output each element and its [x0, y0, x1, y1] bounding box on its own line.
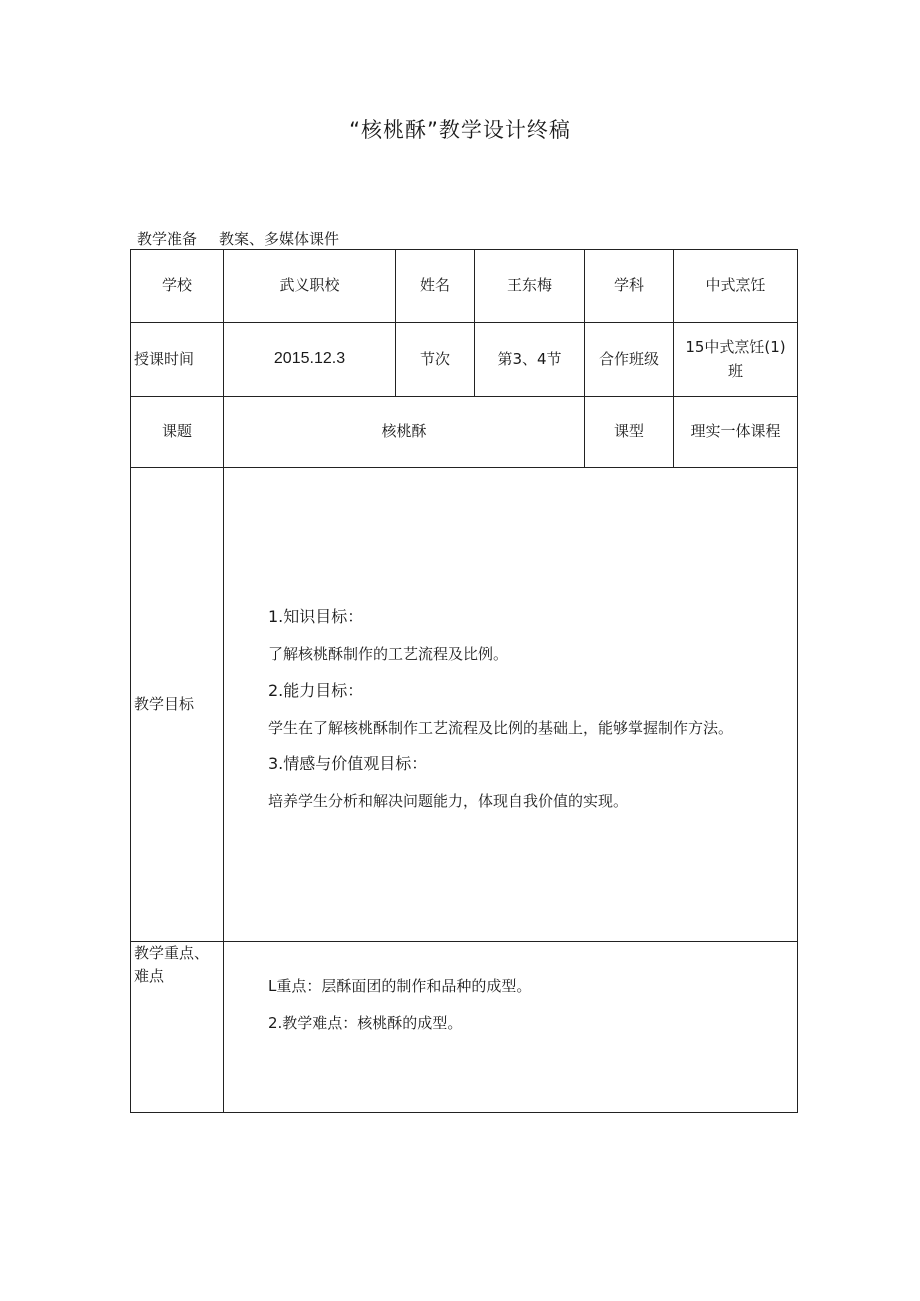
goal-1-heading: 1.知识目标： [268, 607, 364, 626]
goal-2-text: 学生在了解核桃酥制作工艺流程及比例的基础上，能够掌握制作方法。 [268, 718, 734, 737]
prep-value: 教案、多媒体课件 [219, 230, 340, 248]
time-value: 2015.12.3 [273, 350, 346, 368]
page-title: “核桃酥”教学设计终稿 [349, 118, 571, 142]
class-label: 合作班级 [598, 349, 659, 368]
topic-value: 核桃酥 [381, 422, 427, 441]
period-label: 节次 [419, 349, 450, 368]
type-value: 理实一体课程 [690, 422, 781, 441]
class-value-line2: 班 [727, 361, 743, 380]
school-label: 学校 [161, 276, 192, 295]
goals-label: 教学目标 [134, 694, 195, 713]
keys-label [131, 942, 223, 1112]
period-value: 第3、4节 [497, 349, 562, 368]
subject-label: 学科 [613, 276, 644, 295]
class-value-line1: 15中式烹饪(1) [685, 338, 786, 357]
topic-label: 课题 [161, 422, 192, 441]
key-point-2: 2.教学难点：核桃酥的成型。 [268, 1013, 463, 1032]
goal-3-text: 培养学生分析和解决问题能力，体现自我价值的实现。 [268, 792, 629, 810]
keys-label-line1: 教学重点、 [134, 944, 210, 962]
goal-1-text: 了解核桃酥制作的工艺流程及比例。 [268, 645, 509, 663]
keys-label-line2: 难点 [134, 967, 165, 986]
time-label: 授课时间 [134, 349, 195, 368]
goals-content [268, 605, 798, 826]
key-point-1: L重点：层酥面团的制作和品种的成型。 [268, 977, 532, 995]
goal-2-heading: 2.能力目标： [268, 680, 364, 700]
type-label: 课型 [613, 422, 644, 441]
keys-content [268, 975, 788, 1048]
class-value [674, 323, 797, 396]
name-label: 姓名 [419, 276, 450, 295]
subject-value: 中式烹饪 [705, 276, 766, 295]
school-value: 武义职校 [279, 276, 340, 295]
name-value: 王东梅 [506, 276, 552, 295]
goal-3-heading: 3.情感与价值观目标： [268, 754, 428, 773]
prep-label: 教学准备 [137, 230, 198, 248]
